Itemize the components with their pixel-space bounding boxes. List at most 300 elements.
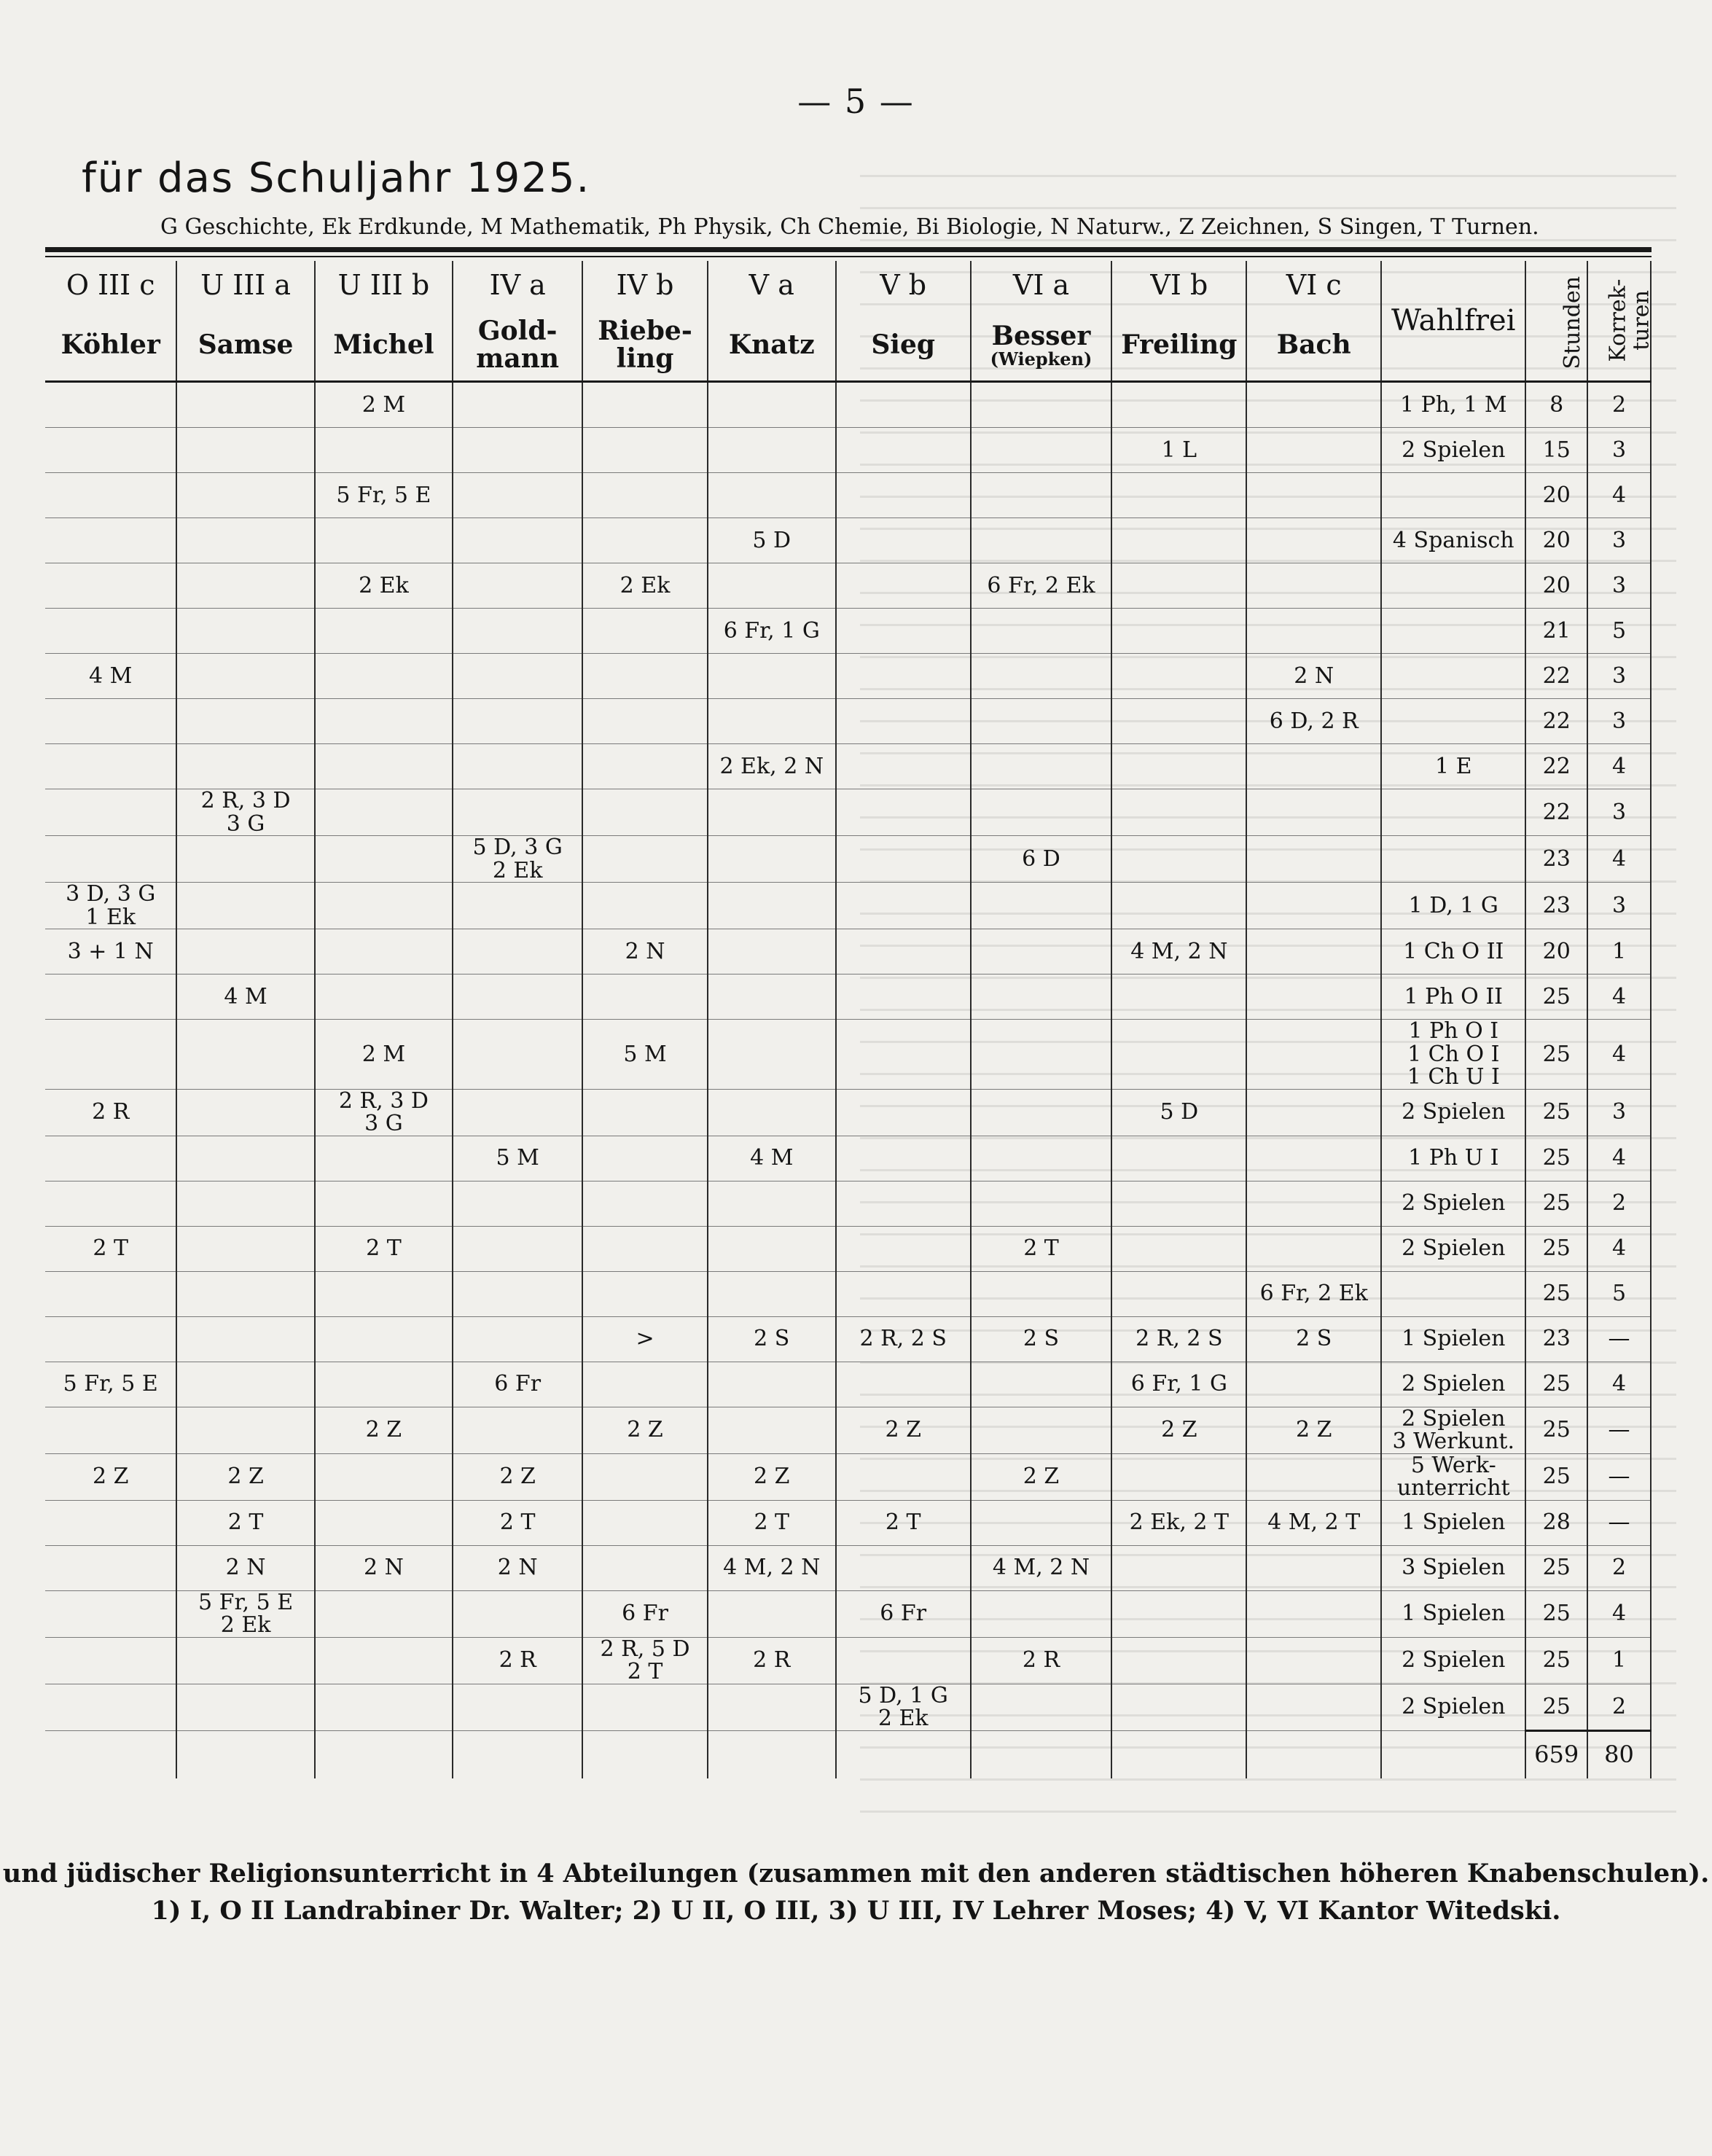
cell-r27-c9 xyxy=(1246,1637,1381,1684)
cell-r21-c6 xyxy=(836,1362,971,1407)
totals-blank-4 xyxy=(582,1730,708,1778)
cell-r26-c4: 6 Fr xyxy=(582,1590,708,1637)
cell-r23-c5: 2 Z xyxy=(708,1453,836,1500)
cell-r28-c4 xyxy=(582,1684,708,1730)
cell-r4-c7: 6 Fr, 2 Ek xyxy=(971,563,1112,609)
cell-r8-c3 xyxy=(453,744,582,789)
totals-blank-10 xyxy=(1381,1730,1525,1778)
cell-r15-c2: 2 R, 3 D 3 G xyxy=(315,1089,453,1136)
teacher-name-0: Köhler xyxy=(45,310,176,382)
cell-r26-c9 xyxy=(1246,1590,1381,1637)
wahlfrei-cell-18: 2 Spielen xyxy=(1381,1226,1525,1271)
cell-r3-c1 xyxy=(176,518,314,563)
cell-r4-c8 xyxy=(1111,563,1246,609)
cell-r15-c4 xyxy=(582,1089,708,1136)
cell-r27-c8 xyxy=(1111,1637,1246,1684)
footer-note xyxy=(0,1856,1712,1930)
cell-r20-c9: 2 S xyxy=(1246,1316,1381,1362)
stunden-cell-2: 20 xyxy=(1525,473,1587,518)
cell-r9-c2 xyxy=(315,789,453,836)
cell-r13-c4 xyxy=(582,975,708,1020)
table-row xyxy=(45,1453,1651,1500)
cell-r13-c3 xyxy=(453,975,582,1020)
wahlfrei-cell-20: 1 Spielen xyxy=(1381,1316,1525,1362)
cell-r17-c7 xyxy=(971,1181,1112,1226)
cell-r10-c0 xyxy=(45,836,176,883)
cell-r22-c5 xyxy=(708,1407,836,1453)
korrekturen-cell-10: 4 xyxy=(1587,836,1651,883)
cell-r8-c6 xyxy=(836,744,971,789)
cell-r28-c5 xyxy=(708,1684,836,1730)
cell-r20-c0 xyxy=(45,1316,176,1362)
table-row xyxy=(45,744,1651,789)
table-body xyxy=(45,382,1651,1778)
cell-r10-c4 xyxy=(582,836,708,883)
table-row xyxy=(45,1684,1651,1730)
cell-r24-c7 xyxy=(971,1500,1112,1545)
cell-r11-c4 xyxy=(582,883,708,929)
cell-r2-c0 xyxy=(45,473,176,518)
wahlfrei-cell-10 xyxy=(1381,836,1525,883)
cell-r20-c2 xyxy=(315,1316,453,1362)
wahlfrei-cell-6 xyxy=(1381,654,1525,699)
cell-r14-c0 xyxy=(45,1020,176,1090)
cell-r6-c4 xyxy=(582,654,708,699)
cell-r19-c8 xyxy=(1111,1271,1246,1316)
table-row xyxy=(45,1181,1651,1226)
cell-r11-c5 xyxy=(708,883,836,929)
cell-r10-c2 xyxy=(315,836,453,883)
wahlfrei-cell-13: 1 Ph O II xyxy=(1381,975,1525,1020)
cell-r15-c6 xyxy=(836,1089,971,1136)
cell-r27-c2 xyxy=(315,1637,453,1684)
cell-r20-c5: 2 S xyxy=(708,1316,836,1362)
stunden-cell-22: 25 xyxy=(1525,1407,1587,1453)
cell-r15-c7 xyxy=(971,1089,1112,1136)
cell-r10-c1 xyxy=(176,836,314,883)
cell-r4-c4: 2 Ek xyxy=(582,563,708,609)
cell-r22-c6: 2 Z xyxy=(836,1407,971,1453)
stunden-cell-6: 22 xyxy=(1525,654,1587,699)
cell-r0-c9 xyxy=(1246,382,1381,428)
cell-r9-c1: 2 R, 3 D 3 G xyxy=(176,789,314,836)
cell-r23-c6 xyxy=(836,1453,971,1500)
cell-r19-c0 xyxy=(45,1271,176,1316)
cell-r18-c4 xyxy=(582,1226,708,1271)
cell-r9-c8 xyxy=(1111,789,1246,836)
cell-r17-c5 xyxy=(708,1181,836,1226)
korrekturen-cell-9: 3 xyxy=(1587,789,1651,836)
cell-r23-c3: 2 Z xyxy=(453,1453,582,1500)
header-row-classes xyxy=(45,261,1651,310)
cell-r23-c8 xyxy=(1111,1453,1246,1500)
cell-r7-c4 xyxy=(582,699,708,744)
cell-r2-c8 xyxy=(1111,473,1246,518)
wahlfrei-cell-4 xyxy=(1381,563,1525,609)
cell-r6-c8 xyxy=(1111,654,1246,699)
cell-r0-c8 xyxy=(1111,382,1246,428)
cell-r12-c5 xyxy=(708,929,836,975)
cell-r2-c4 xyxy=(582,473,708,518)
cell-r5-c7 xyxy=(971,609,1112,654)
cell-r12-c2 xyxy=(315,929,453,975)
stunden-cell-1: 15 xyxy=(1525,428,1587,473)
cell-r5-c8 xyxy=(1111,609,1246,654)
cell-r19-c9: 6 Fr, 2 Ek xyxy=(1246,1271,1381,1316)
cell-r28-c3 xyxy=(453,1684,582,1730)
cell-r26-c6: 6 Fr xyxy=(836,1590,971,1637)
cell-r10-c3: 5 D, 3 G 2 Ek xyxy=(453,836,582,883)
teacher-name-2: Michel xyxy=(315,310,453,382)
table-row xyxy=(45,1089,1651,1136)
cell-r23-c9 xyxy=(1246,1453,1381,1500)
class-name-6: V b xyxy=(836,261,971,310)
cell-r15-c5 xyxy=(708,1089,836,1136)
cell-r12-c4: 2 N xyxy=(582,929,708,975)
cell-r18-c0: 2 T xyxy=(45,1226,176,1271)
class-name-1: U III a xyxy=(176,261,314,310)
cell-r25-c2: 2 N xyxy=(315,1545,453,1590)
cell-r14-c3 xyxy=(453,1020,582,1090)
cell-r0-c3 xyxy=(453,382,582,428)
wahlfrei-cell-23: 5 Werk- unterricht xyxy=(1381,1453,1525,1500)
cell-r4-c0 xyxy=(45,563,176,609)
cell-r16-c3: 5 M xyxy=(453,1136,582,1181)
cell-r28-c1 xyxy=(176,1684,314,1730)
cell-r4-c1 xyxy=(176,563,314,609)
stunden-cell-15: 25 xyxy=(1525,1089,1587,1136)
cell-r7-c8 xyxy=(1111,699,1246,744)
cell-r15-c9 xyxy=(1246,1089,1381,1136)
totals-blank-2 xyxy=(315,1730,453,1778)
korrekturen-cell-3: 3 xyxy=(1587,518,1651,563)
class-name-0: O III c xyxy=(45,261,176,310)
wahlfrei-cell-14: 1 Ph O I 1 Ch O I 1 Ch U I xyxy=(1381,1020,1525,1090)
cell-r21-c8: 6 Fr, 1 G xyxy=(1111,1362,1246,1407)
korrekturen-cell-19: 5 xyxy=(1587,1271,1651,1316)
cell-r16-c7 xyxy=(971,1136,1112,1181)
cell-r26-c1: 5 Fr, 5 E 2 Ek xyxy=(176,1590,314,1637)
table-row xyxy=(45,975,1651,1020)
cell-r27-c4: 2 R, 5 D 2 T xyxy=(582,1637,708,1684)
totals-blank-5 xyxy=(708,1730,836,1778)
cell-r22-c4: 2 Z xyxy=(582,1407,708,1453)
cell-r11-c3 xyxy=(453,883,582,929)
cell-r28-c8 xyxy=(1111,1684,1246,1730)
cell-r24-c3: 2 T xyxy=(453,1500,582,1545)
cell-r7-c0 xyxy=(45,699,176,744)
cell-r25-c0 xyxy=(45,1545,176,1590)
cell-r1-c9 xyxy=(1246,428,1381,473)
wahlfrei-cell-21: 2 Spielen xyxy=(1381,1362,1525,1407)
cell-r21-c3: 6 Fr xyxy=(453,1362,582,1407)
cell-r9-c5 xyxy=(708,789,836,836)
wahlfrei-cell-15: 2 Spielen xyxy=(1381,1089,1525,1136)
cell-r5-c1 xyxy=(176,609,314,654)
cell-r18-c9 xyxy=(1246,1226,1381,1271)
cell-r23-c2 xyxy=(315,1453,453,1500)
cell-r7-c2 xyxy=(315,699,453,744)
korrekturen-cell-11: 3 xyxy=(1587,883,1651,929)
stunden-cell-4: 20 xyxy=(1525,563,1587,609)
cell-r24-c0 xyxy=(45,1500,176,1545)
cell-r3-c2 xyxy=(315,518,453,563)
cell-r25-c7: 4 M, 2 N xyxy=(971,1545,1112,1590)
wahlfrei-cell-27: 2 Spielen xyxy=(1381,1637,1525,1684)
stunden-cell-19: 25 xyxy=(1525,1271,1587,1316)
cell-r1-c6 xyxy=(836,428,971,473)
cell-r28-c9 xyxy=(1246,1684,1381,1730)
cell-r8-c1 xyxy=(176,744,314,789)
cell-r2-c7 xyxy=(971,473,1112,518)
cell-r14-c7 xyxy=(971,1020,1112,1090)
korrekturen-cell-2: 4 xyxy=(1587,473,1651,518)
class-name-4: IV b xyxy=(582,261,708,310)
cell-r26-c5 xyxy=(708,1590,836,1637)
wahlfrei-cell-11: 1 D, 1 G xyxy=(1381,883,1525,929)
wahlfrei-cell-19 xyxy=(1381,1271,1525,1316)
cell-r0-c5 xyxy=(708,382,836,428)
table-row xyxy=(45,1362,1651,1407)
cell-r3-c5: 5 D xyxy=(708,518,836,563)
table-row xyxy=(45,1020,1651,1090)
totals-blank-0 xyxy=(45,1730,176,1778)
cell-r6-c6 xyxy=(836,654,971,699)
table-row xyxy=(45,789,1651,836)
cell-r0-c6 xyxy=(836,382,971,428)
teacher-name-7: Besser (Wiepken) xyxy=(971,310,1112,382)
korrekturen-cell-15: 3 xyxy=(1587,1089,1651,1136)
stunden-cell-25: 25 xyxy=(1525,1545,1587,1590)
korrekturen-cell-27: 1 xyxy=(1587,1637,1651,1684)
table-row xyxy=(45,654,1651,699)
stunden-cell-16: 25 xyxy=(1525,1136,1587,1181)
stunden-cell-0: 8 xyxy=(1525,382,1587,428)
wahlfrei-cell-26: 1 Spielen xyxy=(1381,1590,1525,1637)
class-name-3: IV a xyxy=(453,261,582,310)
cell-r14-c5 xyxy=(708,1020,836,1090)
cell-r6-c1 xyxy=(176,654,314,699)
cell-r16-c6 xyxy=(836,1136,971,1181)
cell-r5-c6 xyxy=(836,609,971,654)
cell-r22-c2: 2 Z xyxy=(315,1407,453,1453)
stunden-cell-18: 25 xyxy=(1525,1226,1587,1271)
cell-r21-c0: 5 Fr, 5 E xyxy=(45,1362,176,1407)
stunden-cell-23: 25 xyxy=(1525,1453,1587,1500)
cell-r14-c8 xyxy=(1111,1020,1246,1090)
cell-r25-c9 xyxy=(1246,1545,1381,1590)
page-number: — 5 — xyxy=(797,82,915,121)
cell-r24-c2 xyxy=(315,1500,453,1545)
korrekturen-cell-1: 3 xyxy=(1587,428,1651,473)
cell-r5-c4 xyxy=(582,609,708,654)
cell-r28-c6: 5 D, 1 G 2 Ek xyxy=(836,1684,971,1730)
stunden-cell-12: 20 xyxy=(1525,929,1587,975)
teacher-name-8: Freiling xyxy=(1111,310,1246,382)
wahlfrei-cell-25: 3 Spielen xyxy=(1381,1545,1525,1590)
stunden-cell-21: 25 xyxy=(1525,1362,1587,1407)
table-row xyxy=(45,518,1651,563)
cell-r7-c6 xyxy=(836,699,971,744)
korrekturen-cell-26: 4 xyxy=(1587,1590,1651,1637)
teacher-substitute-7: (Wiepken) xyxy=(990,348,1093,370)
table-row xyxy=(45,883,1651,929)
cell-r12-c9 xyxy=(1246,929,1381,975)
cell-r21-c1 xyxy=(176,1362,314,1407)
cell-r8-c2 xyxy=(315,744,453,789)
korrekturen-cell-12: 1 xyxy=(1587,929,1651,975)
cell-r16-c5: 4 M xyxy=(708,1136,836,1181)
table-row xyxy=(45,836,1651,883)
cell-r1-c5 xyxy=(708,428,836,473)
table-row xyxy=(45,1545,1651,1590)
cell-r24-c6: 2 T xyxy=(836,1500,971,1545)
korrekturen-cell-20: — xyxy=(1587,1316,1651,1362)
wahlfrei-cell-3: 4 Spanisch xyxy=(1381,518,1525,563)
cell-r15-c3 xyxy=(453,1089,582,1136)
stunden-cell-28: 25 xyxy=(1525,1684,1587,1730)
cell-r10-c9 xyxy=(1246,836,1381,883)
cell-r16-c0 xyxy=(45,1136,176,1181)
cell-r14-c2: 2 M xyxy=(315,1020,453,1090)
cell-r7-c7 xyxy=(971,699,1112,744)
cell-r26-c2 xyxy=(315,1590,453,1637)
korrekturen-cell-28: 2 xyxy=(1587,1684,1651,1730)
cell-r18-c2: 2 T xyxy=(315,1226,453,1271)
korrekturen-cell-24: — xyxy=(1587,1500,1651,1545)
cell-r10-c5 xyxy=(708,836,836,883)
table-row xyxy=(45,1136,1651,1181)
cell-r26-c3 xyxy=(453,1590,582,1637)
cell-r15-c8: 5 D xyxy=(1111,1089,1246,1136)
cell-r14-c1 xyxy=(176,1020,314,1090)
cell-r18-c6 xyxy=(836,1226,971,1271)
stunden-cell-11: 23 xyxy=(1525,883,1587,929)
cell-r13-c5 xyxy=(708,975,836,1020)
korrekturen-cell-16: 4 xyxy=(1587,1136,1651,1181)
cell-r11-c2 xyxy=(315,883,453,929)
cell-r8-c0 xyxy=(45,744,176,789)
cell-r3-c9 xyxy=(1246,518,1381,563)
cell-r21-c7 xyxy=(971,1362,1112,1407)
cell-r22-c3 xyxy=(453,1407,582,1453)
cell-r18-c8 xyxy=(1111,1226,1246,1271)
cell-r28-c2 xyxy=(315,1684,453,1730)
cell-r22-c0 xyxy=(45,1407,176,1453)
stunden-cell-13: 25 xyxy=(1525,975,1587,1020)
cell-r23-c7: 2 Z xyxy=(971,1453,1112,1500)
cell-r22-c1 xyxy=(176,1407,314,1453)
cell-r1-c4 xyxy=(582,428,708,473)
table-header xyxy=(45,261,1654,382)
cell-r2-c3 xyxy=(453,473,582,518)
teacher-name-9: Bach xyxy=(1246,310,1381,382)
cell-r20-c1 xyxy=(176,1316,314,1362)
cell-r0-c0 xyxy=(45,382,176,428)
stunden-cell-5: 21 xyxy=(1525,609,1587,654)
header-rule-thin xyxy=(45,256,1652,257)
stunden-cell-26: 25 xyxy=(1525,1590,1587,1637)
stunden-cell-9: 22 xyxy=(1525,789,1587,836)
totals-blank-1 xyxy=(176,1730,314,1778)
cell-r16-c9 xyxy=(1246,1136,1381,1181)
totals-blank-3 xyxy=(453,1730,582,1778)
cell-r16-c1 xyxy=(176,1136,314,1181)
cell-r3-c6 xyxy=(836,518,971,563)
cell-r13-c8 xyxy=(1111,975,1246,1020)
wahlfrei-cell-0: 1 Ph, 1 M xyxy=(1381,382,1525,428)
cell-r25-c4 xyxy=(582,1545,708,1590)
footer-line-1: und jüdischer Religionsunterricht in 4 Abteilungen (zusammen mit den anderen städtischen höheren Knabenschulen). xyxy=(2,1859,1710,1889)
cell-r28-c7 xyxy=(971,1684,1112,1730)
cell-r24-c1: 2 T xyxy=(176,1500,314,1545)
stunden-cell-24: 28 xyxy=(1525,1500,1587,1545)
korrekturen-cell-14: 4 xyxy=(1587,1020,1651,1090)
table-row xyxy=(45,428,1651,473)
table-row xyxy=(45,1226,1651,1271)
cell-r0-c7 xyxy=(971,382,1112,428)
cell-r26-c8 xyxy=(1111,1590,1246,1637)
korrekturen-cell-8: 4 xyxy=(1587,744,1651,789)
cell-r6-c5 xyxy=(708,654,836,699)
cell-r17-c3 xyxy=(453,1181,582,1226)
korrekturen-header xyxy=(1587,261,1654,382)
cell-r20-c3 xyxy=(453,1316,582,1362)
cell-r2-c9 xyxy=(1246,473,1381,518)
korrekturen-header-label: Korrek- turen xyxy=(1605,278,1654,362)
cell-r9-c7 xyxy=(971,789,1112,836)
cell-r3-c0 xyxy=(45,518,176,563)
cell-r25-c6 xyxy=(836,1545,971,1590)
cell-r4-c9 xyxy=(1246,563,1381,609)
total-korrekturen: 80 xyxy=(1587,1730,1651,1778)
cell-r1-c0 xyxy=(45,428,176,473)
cell-r6-c9: 2 N xyxy=(1246,654,1381,699)
korrekturen-cell-0: 2 xyxy=(1587,382,1651,428)
cell-r17-c8 xyxy=(1111,1181,1246,1226)
cell-r0-c4 xyxy=(582,382,708,428)
cell-r13-c2 xyxy=(315,975,453,1020)
cell-r11-c1 xyxy=(176,883,314,929)
korrekturen-cell-21: 4 xyxy=(1587,1362,1651,1407)
cell-r26-c7 xyxy=(971,1590,1112,1637)
cell-r11-c7 xyxy=(971,883,1112,929)
class-name-8: VI b xyxy=(1111,261,1246,310)
cell-r17-c2 xyxy=(315,1181,453,1226)
wahlfrei-cell-1: 2 Spielen xyxy=(1381,428,1525,473)
wahlfrei-header: Wahlfrei xyxy=(1381,261,1525,382)
cell-r15-c1 xyxy=(176,1089,314,1136)
cell-r24-c8: 2 Ek, 2 T xyxy=(1111,1500,1246,1545)
cell-r5-c3 xyxy=(453,609,582,654)
wahlfrei-cell-5 xyxy=(1381,609,1525,654)
cell-r12-c0: 3 + 1 N xyxy=(45,929,176,975)
cell-r26-c0 xyxy=(45,1590,176,1637)
cell-r7-c1 xyxy=(176,699,314,744)
cell-r12-c3 xyxy=(453,929,582,975)
total-stunden: 659 xyxy=(1525,1730,1587,1778)
stunden-header-label: Stunden xyxy=(1560,276,1586,370)
cell-r7-c3 xyxy=(453,699,582,744)
cell-r0-c1 xyxy=(176,382,314,428)
table-row xyxy=(45,699,1651,744)
wahlfrei-cell-24: 1 Spielen xyxy=(1381,1500,1525,1545)
cell-r13-c6 xyxy=(836,975,971,1020)
cell-r8-c7 xyxy=(971,744,1112,789)
wahlfrei-cell-12: 1 Ch O II xyxy=(1381,929,1525,975)
teacher-name-4: Riebe- ling xyxy=(582,310,708,382)
cell-r9-c9 xyxy=(1246,789,1381,836)
